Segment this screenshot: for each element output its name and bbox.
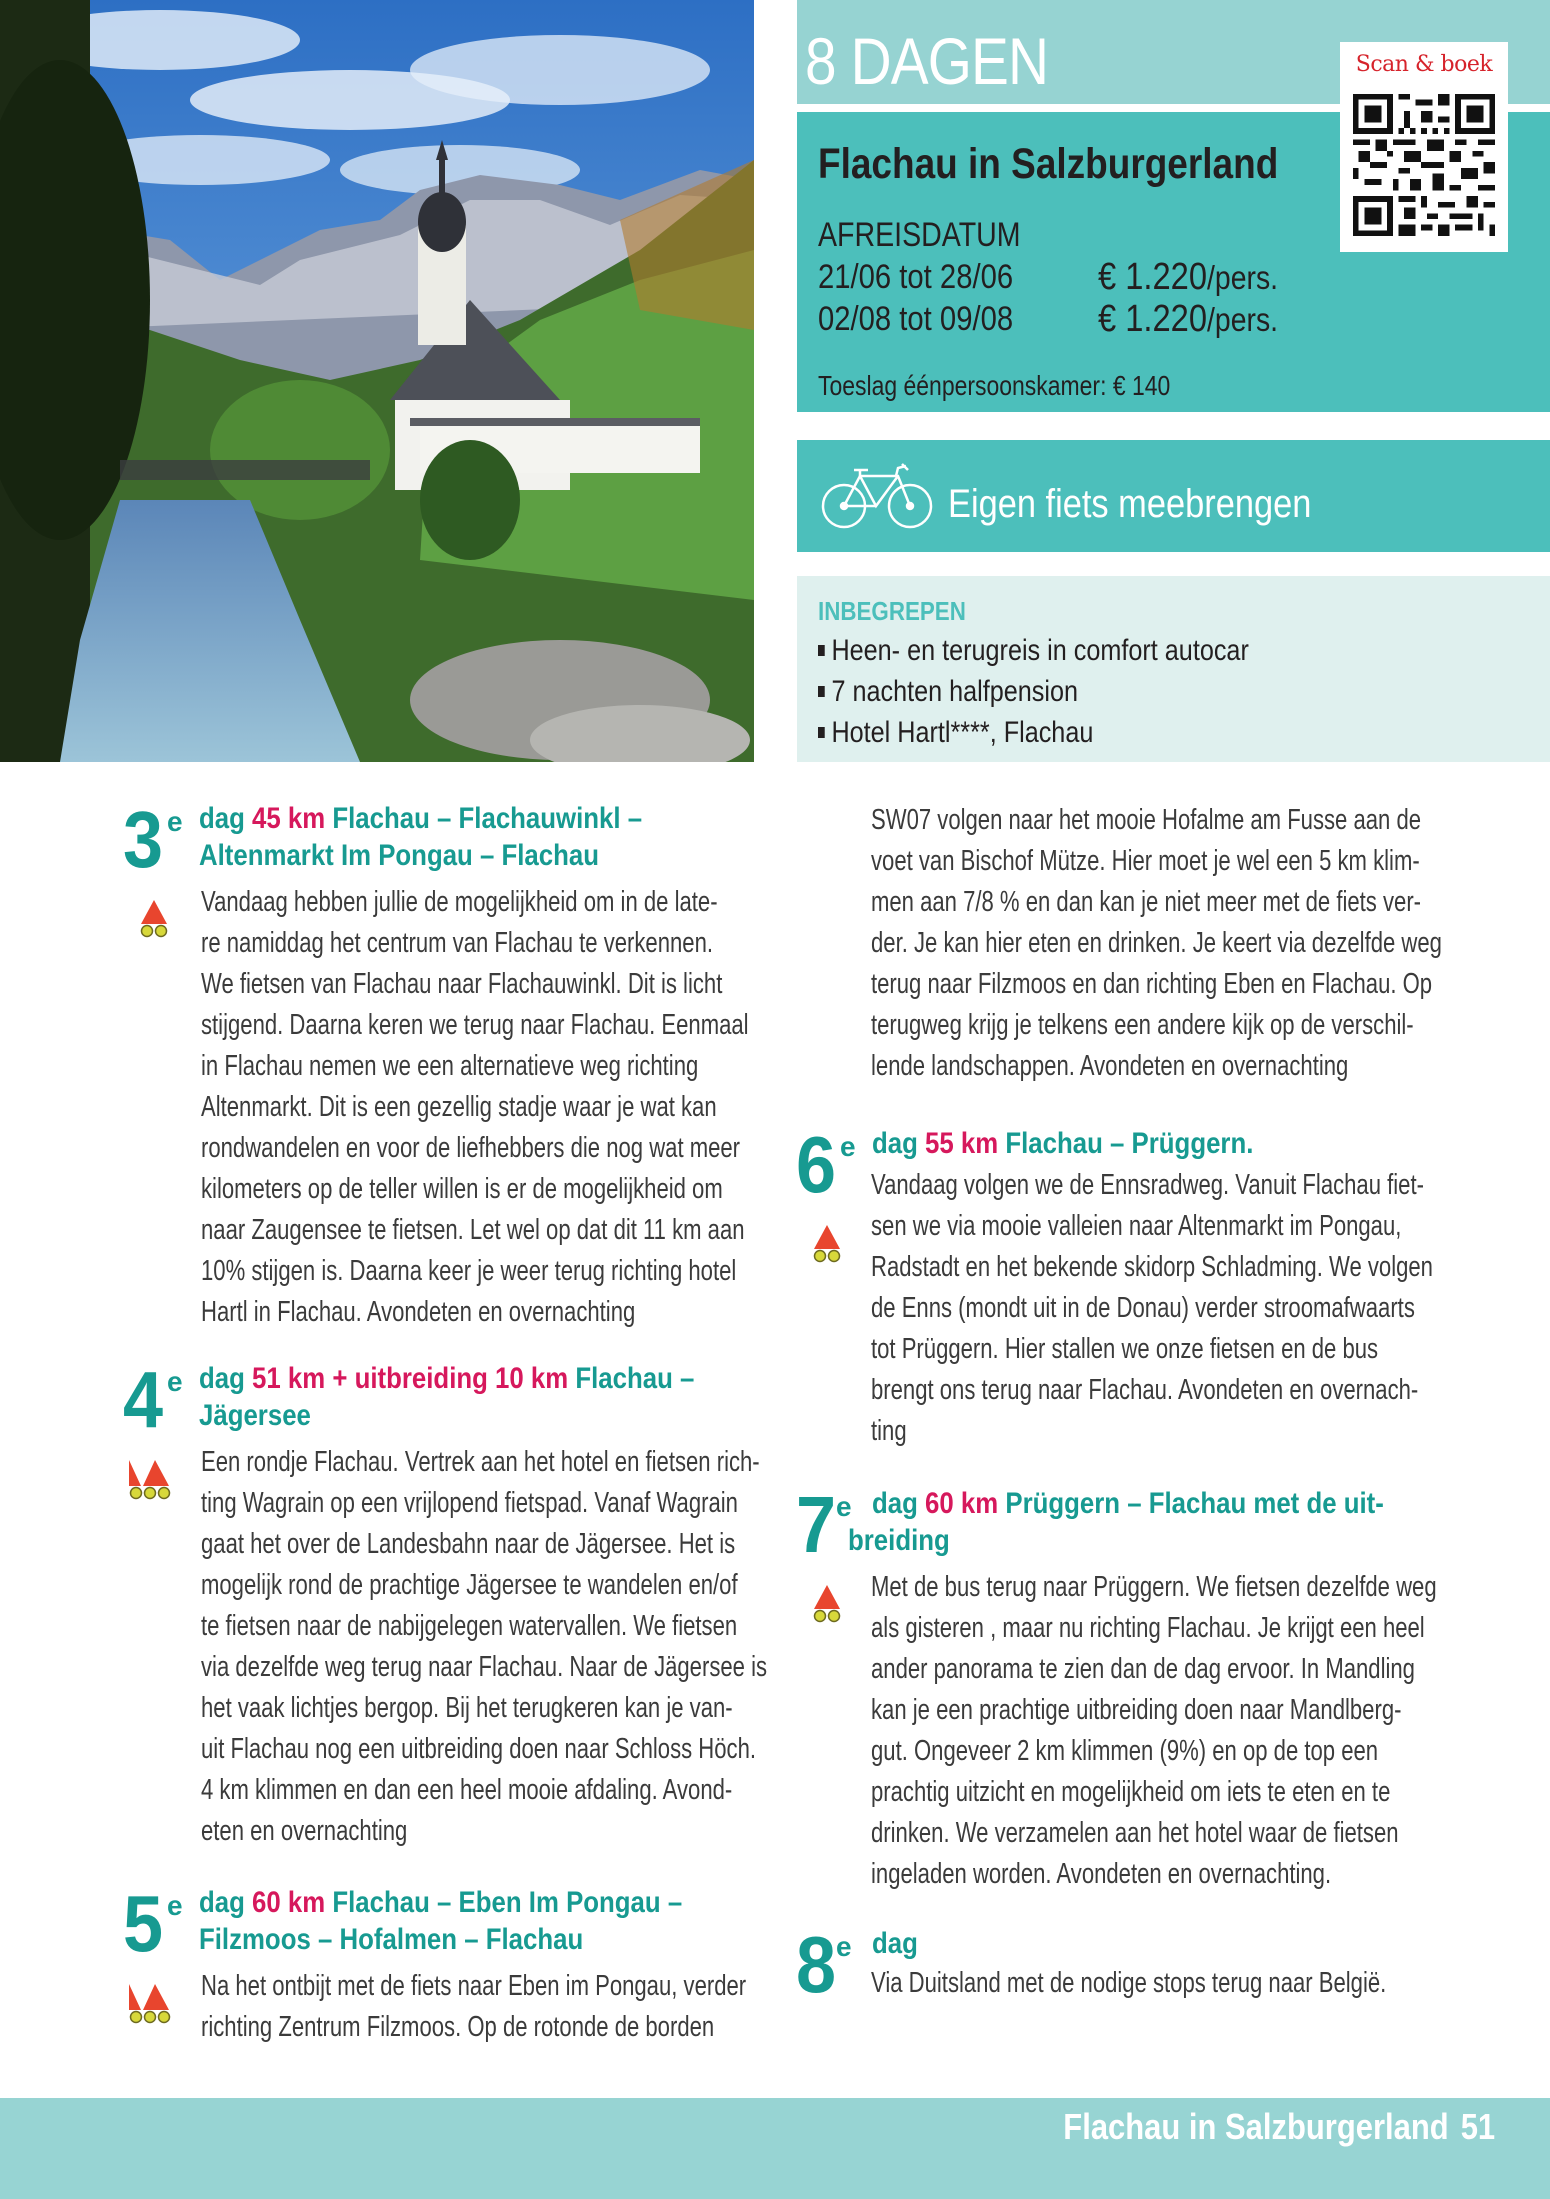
day-description: Via Duitsland met de nodige stops terug naar België. xyxy=(871,1967,1387,1999)
day-5-description-continued: SW07 volgen naar het mooie Hofalme am Fusse aan de voet van Bischof Mütze. Hier moet je wel een 5 km klim- men aan 7/8 % en dan kan je niet meer met de fiets ver- der. Je kan hier eten en drinken. Je keert via dezelfde weg terug naar Filzmoos en dan richting Eben en Flachau. Op terugweg krijg je telkens een andere kijk op de verschil- lende landschappen. Avondeten en overnachting xyxy=(871,804,1442,1082)
qr-label: Scan & boek xyxy=(1355,52,1493,77)
footer-label xyxy=(1063,2106,1495,2148)
price-unit: /pers. xyxy=(1207,259,1279,296)
day-number: 5 xyxy=(123,1879,164,1968)
day-number: 3 xyxy=(123,795,164,884)
included-title: INBEGREPEN xyxy=(818,596,966,626)
hero-photo xyxy=(0,0,754,762)
trip-title: Flachau in Salzburgerland xyxy=(818,140,1279,188)
distance: 45 km xyxy=(252,802,326,835)
day-ordinal: e xyxy=(836,1491,852,1522)
day-description: Na het ontbijt met de fiets naar Eben im Pongau, verder richting Zentrum Filzmoos. Op de rotonde de borden xyxy=(201,1970,747,2043)
included-list xyxy=(818,630,1331,753)
qr-code-icon[interactable] xyxy=(1353,94,1495,236)
difficulty-1-icon xyxy=(810,1223,844,1265)
departure-dates-1: 21/06 tot 28/06 xyxy=(818,258,1014,296)
day-ordinal: e xyxy=(167,1366,183,1397)
departure-price-2 xyxy=(1098,298,1278,341)
distance: 51 km + uitbreiding 10 km xyxy=(252,1362,569,1395)
difficulty-2-icon xyxy=(127,1982,175,2026)
footer-title: Flachau in Salzburgerland xyxy=(1063,2106,1449,2147)
church-landscape-image xyxy=(0,0,754,762)
day-description: Vandaag hebben jullie de mogelijkheid om in de late- re namiddag het centrum van Flachau te verkennen. We fietsen van Flachau naar Flachauwinkl. Dit is licht stijgend. Daarna keren we terug naar Flachau. Eenmaal in Flachau nemen we een alternatieve weg richting Altenmarkt. Dit is een gezellig stadje waar je wat kan rondwandelen en voor de liefhebbers die nog wat meer kilometers op de teller willen is er de mogelijkheid om naar Zaugensee te fietsen. Let wel op dat dit 11 km aan 10% stijgen is. Daarna keer je weer terug richting hotel Hartl in Flachau. Avondeten en overnachting xyxy=(201,886,749,1328)
price-amount: € 1.220 xyxy=(1098,298,1208,340)
difficulty-1-icon xyxy=(810,1583,844,1625)
day-heading: dag 60 km Flachau – Eben Im Pongau – Filzmoos – Hofalmen – Flachau xyxy=(199,1886,683,1956)
day-heading: dag 55 km Flachau – Prüggern. xyxy=(872,1127,1254,1160)
day-ordinal: e xyxy=(167,806,183,837)
departure-price-1 xyxy=(1098,256,1278,299)
day-heading: dag 60 km Prüggern – Flachau met de uit- xyxy=(872,1487,1384,1520)
departure-dates-2: 02/08 tot 09/08 xyxy=(818,300,1014,338)
day-description: Vandaag volgen we de Ennsradweg. Vanuit Flachau fiet- sen we via mooie valleien naar Altenmarkt im Pongau, Radstadt en het bekende skidorp Schladming. We volgen de Enns (mondt uit in de Donau) verder stroomafwaarts tot Prüggern. Hier stallen we onze fietsen en de bus brengt ons terug naar Flachau. Avondeten en overnach- ting xyxy=(871,1169,1433,1447)
day-ordinal: e xyxy=(836,1931,852,1962)
day-description: Een rondje Flachau. Vertrek aan het hotel en fietsen rich- ting Wagrain op een vrijlopend fietspad. Vanaf Wagrain gaat het over de Landesbahn naar de Jägersee. Het is mogelijk rond de prachtige Jägersee te wandelen en/of te fietsen naar de nabijgelegen watervallen. We fietsen via dezelfde weg terug naar Flachau. Naar de Jägersee is het vaak lichtjes bergop. Bij het terugkeren kan je van- uit Flachau nog een uitbreiding doen naar Schloss Höch. 4 km klimmen en dan een heel mooie afdaling. Avond- eten en overnachting xyxy=(201,1446,768,1847)
day-number: 8 xyxy=(796,1920,837,2009)
distance: 60 km xyxy=(925,1487,999,1520)
bike-banner-text: Eigen fiets meebrengen xyxy=(948,482,1312,526)
duration-title: 8 DAGEN xyxy=(805,24,1049,98)
departure-label: AFREISDATUM xyxy=(818,216,1021,254)
page-number: 51 xyxy=(1460,2106,1495,2147)
qr-booking-card[interactable] xyxy=(1340,42,1508,252)
day-heading-cont: breiding xyxy=(848,1524,950,1557)
bicycle-icon xyxy=(820,462,934,530)
difficulty-2-icon xyxy=(127,1458,175,1502)
price-amount: € 1.220 xyxy=(1098,256,1208,298)
distance: 55 km xyxy=(925,1127,999,1160)
single-room-supplement: Toeslag éénpersoonskamer: € 140 xyxy=(818,370,1171,401)
included-item: Hotel Hartl****, Flachau xyxy=(818,712,1249,753)
day-number: 4 xyxy=(123,1355,164,1444)
day-description: Met de bus terug naar Prüggern. We fietsen dezelfde weg als gisteren , maar nu richting Flachau. Je krijgt een heel ander panorama te zien dan de dag ervoor. In Mandling kan je een prachtige uitbreiding doen naar Mandlberg- gut. Ongeveer 2 km klimmen (9%) en op de top een prachtig uitzicht en mogelijkheid om iets te eten en te drinken. We verzamelen aan het hotel waar de fietsen ingeladen worden. Avondeten en overnachting. xyxy=(871,1571,1437,1890)
day-heading: dag xyxy=(872,1927,918,1960)
day-number: 7 xyxy=(796,1480,837,1569)
day-heading: dag 51 km + uitbreiding 10 km Flachau – Jägersee xyxy=(199,1362,695,1432)
price-unit: /pers. xyxy=(1207,301,1279,338)
included-item: 7 nachten halfpension xyxy=(818,671,1249,712)
included-item: Heen- en terugreis in comfort autocar xyxy=(818,630,1249,671)
day-heading: dag 45 km Flachau – Flachauwinkl – Altenmarkt Im Pongau – Flachau xyxy=(199,802,643,872)
difficulty-1-icon xyxy=(137,898,171,940)
day-number: 6 xyxy=(796,1120,837,1209)
distance: 60 km xyxy=(252,1886,326,1919)
day-ordinal: e xyxy=(840,1131,856,1162)
day-ordinal: e xyxy=(167,1890,183,1921)
